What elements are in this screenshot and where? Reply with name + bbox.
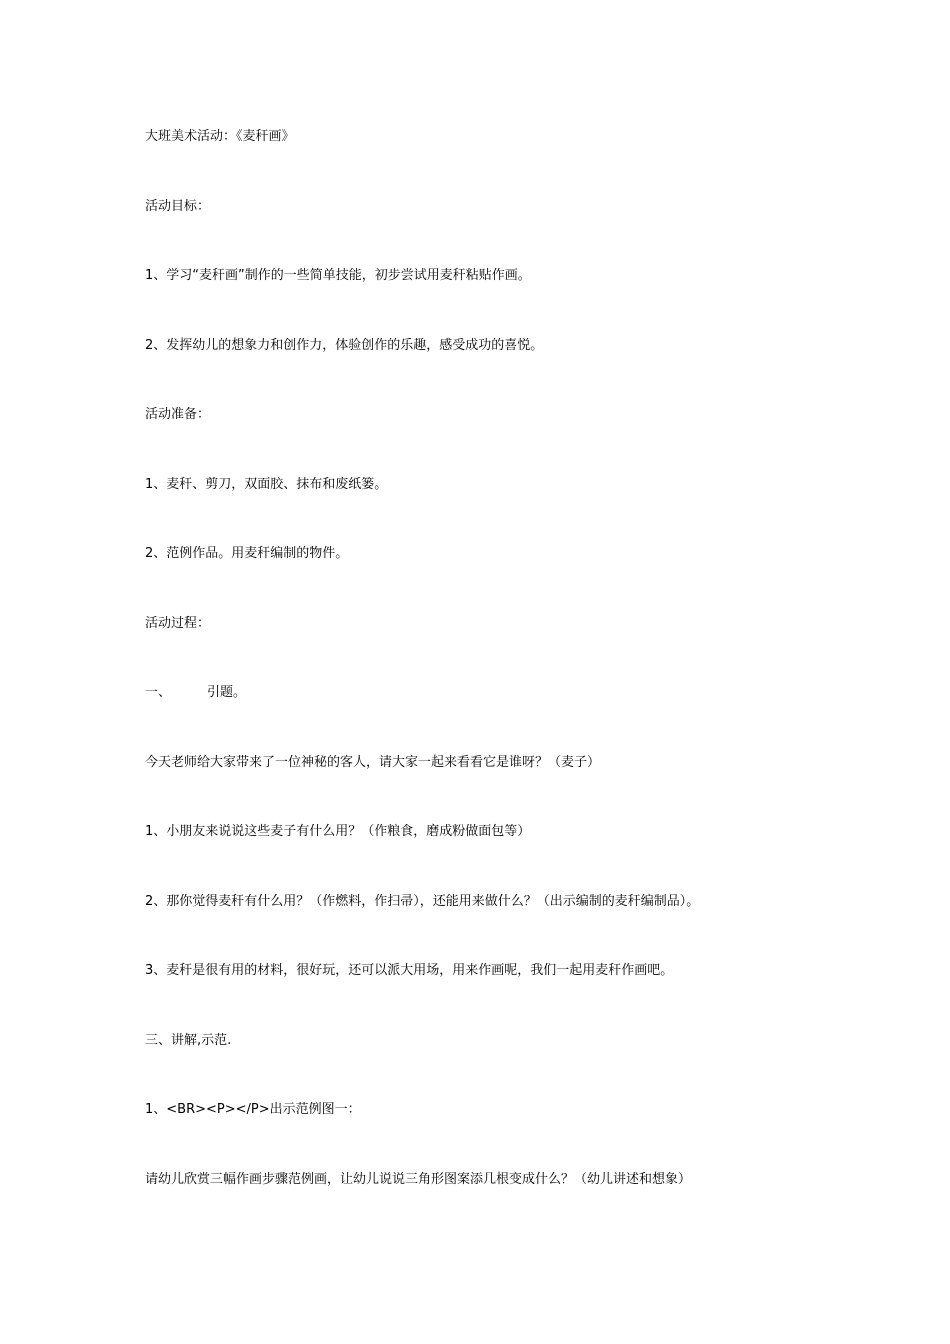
prep-heading: 活动准备：	[145, 407, 211, 422]
question-item: 1、小朋友来说说这些麦子有什么用？（作粮食，磨成粉做面包等）	[145, 824, 531, 839]
goals-heading: 活动目标：	[145, 199, 211, 214]
section-1-heading	[145, 684, 246, 702]
section-1-title: 引题。	[207, 685, 247, 700]
appreciation-paragraph: 请幼儿欣赏三幅作画步骤范例画，让幼儿说说三角形图案添几根变成什么？（幼儿讲述和想象）	[145, 1172, 692, 1187]
intro-paragraph: 今天老师给大家带来了一位神秘的客人，请大家一起来看看它是谁呀？（麦子）	[145, 755, 601, 770]
prep-item: 2、范例作品。用麦秆编制的物件。	[145, 546, 349, 561]
section-1-number: 一、	[145, 685, 172, 700]
process-heading: 活动过程：	[145, 616, 211, 631]
document-title: 大班美术活动：《麦秆画》	[145, 129, 295, 144]
goal-item: 1、学习“麦秆画”制作的一些简单技能，初步尝试用麦秆粘贴作画。	[145, 268, 531, 283]
question-item: 2、那你觉得麦秆有什么用？（作燃料，作扫帚），还能用来做什么？（出示编制的麦秆编制品）。	[145, 894, 700, 909]
question-item: 3、麦秆是很有用的材料，很好玩，还可以派大用场，用来作画呢，我们一起用麦秆作画吧。	[145, 963, 674, 978]
section-3-heading: 三、讲解,示范.	[145, 1033, 232, 1048]
goal-item: 2、发挥幼儿的想象力和创作力，体验创作的乐趣，感受成功的喜悦。	[145, 338, 544, 353]
step-1: 1、<BR><P></P>出示范例图一：	[145, 1102, 361, 1117]
prep-item: 1、麦秆、剪刀，双面胶、抹布和废纸篓。	[145, 477, 388, 492]
